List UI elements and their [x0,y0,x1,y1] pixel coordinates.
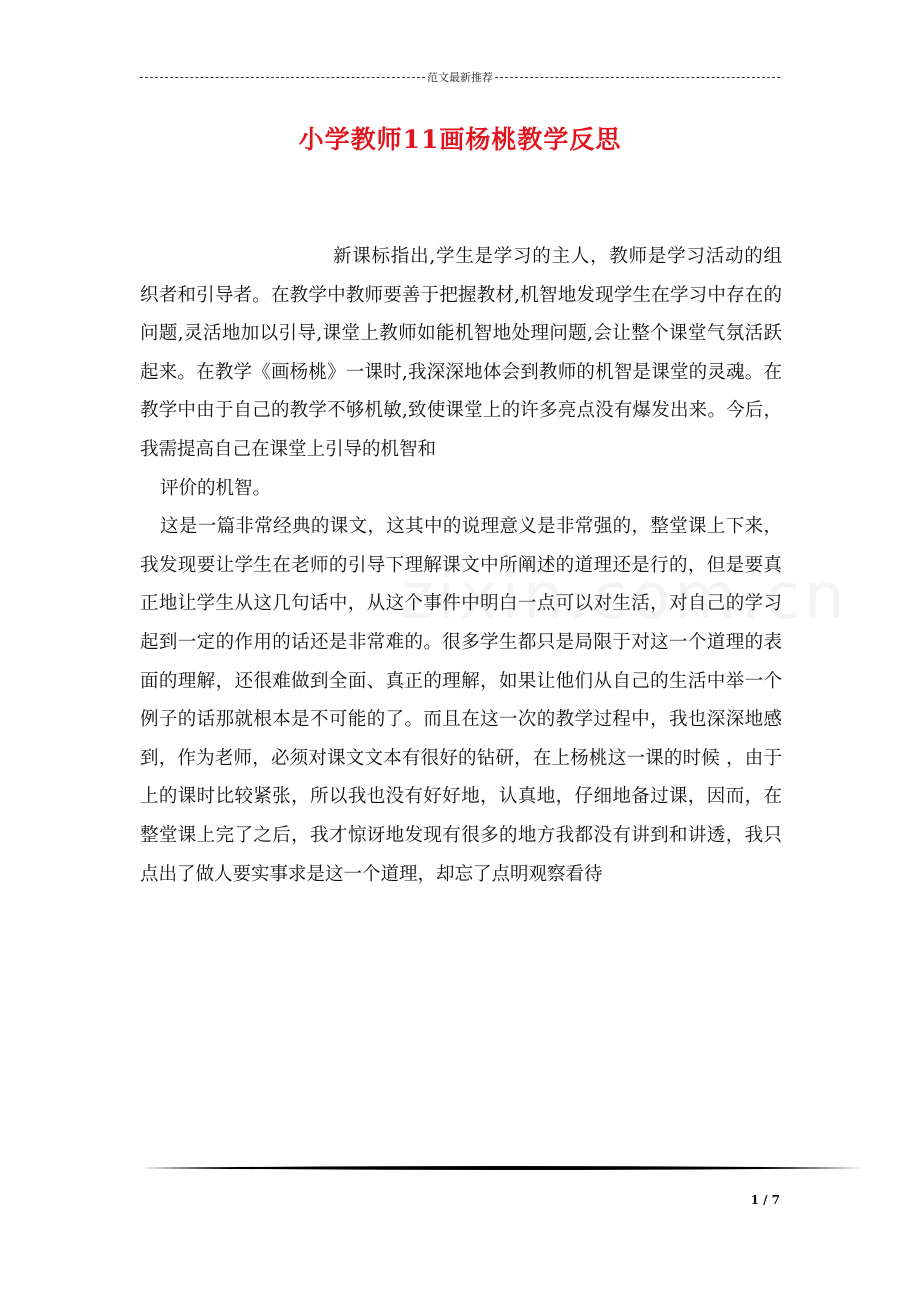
header-dash-right [495,77,780,78]
page-number: 1 / 7 [750,1193,780,1207]
paragraph-2: 评价的机智。 [160,477,272,499]
paragraph-1: 新课标指出,学生是学习的主人，教师是学习活动的组织者和引导者。在教学中教师要善于把握教材,机智地发现学生在学习中存在的问题,灵活地加以引导,课堂上教师如能机智地处理问题,会让整个课堂气氛活跃起来。在教学《画杨桃》一课时,我深深地体会到教师的机智是课堂的灵魂。在教学中由于自己的教学不够机敏,致使课堂上的许多亮点没有爆发出来。今后，我需提高自己在课堂上引导的机智和 [140,246,782,460]
document-body [140,238,782,894]
header-rule [140,68,780,86]
document-title: 小学教师11画杨桃教学反思 [298,125,622,154]
header-label: 范文最新推荐 [427,71,493,84]
paragraph-3: 这是一篇非常经典的课文，这其中的说理意义是非常强的，整堂课上下来，我发现要让学生在老师的引导下理解课文中所阐述的道理还是行的，但是要真正地让学生从这几句话中，从这个事件中明白一点可以对生活，对自己的学习起到一定的作用的话还是非常难的。很多学生都只是局限于对这一个道理的表面的理解，还很难做到全面、真正的理解，如果让他们从自己的生活中举一个例子的话那就根本是不可能的了。而且在这一次的教学过程中，我也深深地感到，作为老师，必须对课文文本有很好的钻研，在上杨桃这一课的时候 ，由于上的课时比较紧张，所以我也没有好好地，认真地，仔细地备过课，因而，在整堂课上完了之后，我才惊讶地发现有很多的地方我都没有讲到和讲透，我只点出了做人要实事求是这一个道理，却忘了点明观察看待 [140,516,782,885]
header-dash-left [140,77,425,78]
footer-divider [140,1164,864,1172]
